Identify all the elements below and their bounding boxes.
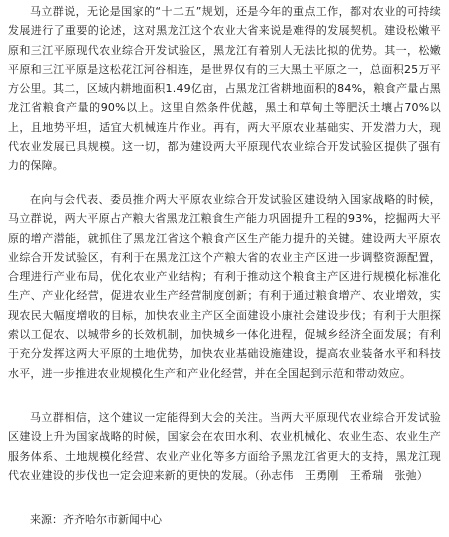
article-paragraph-3: 马立群相信，这个建议一定能得到大会的关注。当两大平原现代农业综合开发试验区建设上升为国家战略的时候，国家会在农田水利、农业机械化、农业生态、农业生产服务体系、土地规模化经营、农业产业化等多方面给予黑龙江省更大的支持，黑龙江现代农业建设的步伐也一定会迎来新的更快的发展。（孙志伟 王勇刚 王希瑞 张弛） xyxy=(8,411,441,482)
article-source: 来源：齐齐哈尔市新闻中心 xyxy=(30,513,162,526)
article-paragraph-2: 在向与会代表、委员推介两大平原农业综合开发试验区建设纳入国家战略的时候，马立群说，两大平原占产粮大省黑龙江粮食生产能力巩固提升工程的93%，挖掘两大平原的增产潜能，就抓住了黑龙江省这个粮食产区生产能力提升的关键。建设两大平原农业综合开发试验区，有利于在黑龙江这个产粮大省的农业主产区进一步调整资源配置，合理进行产业布局，优化农业产业结构；有利于推动这个粮食主产区进行规模化标准化生产、产业化经营，促进农业生产经营制度创新；有利于通过粮食增产、农业增效，实现农民大幅度增收的目标，加快农业主产区全面建设小康社会建设步伐；有利于大胆探索以工促农、以城带乡的长效机制，加快城乡一体化进程，促城乡经济全面发展；有利于充分发挥这两大平原的土地优势，加快农业基础设施建设，提高农业装备水平和科技水平，进一步推进农业规模化生产和产业化经营，并在全国起到示范和带动效应。 xyxy=(8,193,441,380)
article-paragraph-1: 马立群说，无论是国家的“十二五”规划，还是今年的重点工作，都对农业的可持续发展进行了重要的论述，这对黑龙江这个农业大省来说是难得的发展契机。建设松嫩平原和三江平原现代农业综合开发试验区，黑龙江有着别人无法比拟的优势。其一，松嫩平原和三江平原是这松花江河谷相连，是世界仅有的三大黑土平原之一，总面积25万平方公里。其二，区域内耕地面积1.49亿亩，占黑龙江省耕地面积的84%，粮食产量占黑龙江省粮食产量的90%以上。这里自然条件优越，黑土和草甸土等肥沃土壤占70%以上，且地势平坦，适宜大机械连片作业。再有，两大平原农业基础实、开发潜力大，现代农业发展已具规模。这一切，都为建设两大平原现代农业综合开发试验区提供了强有力的保障。 xyxy=(8,5,441,173)
